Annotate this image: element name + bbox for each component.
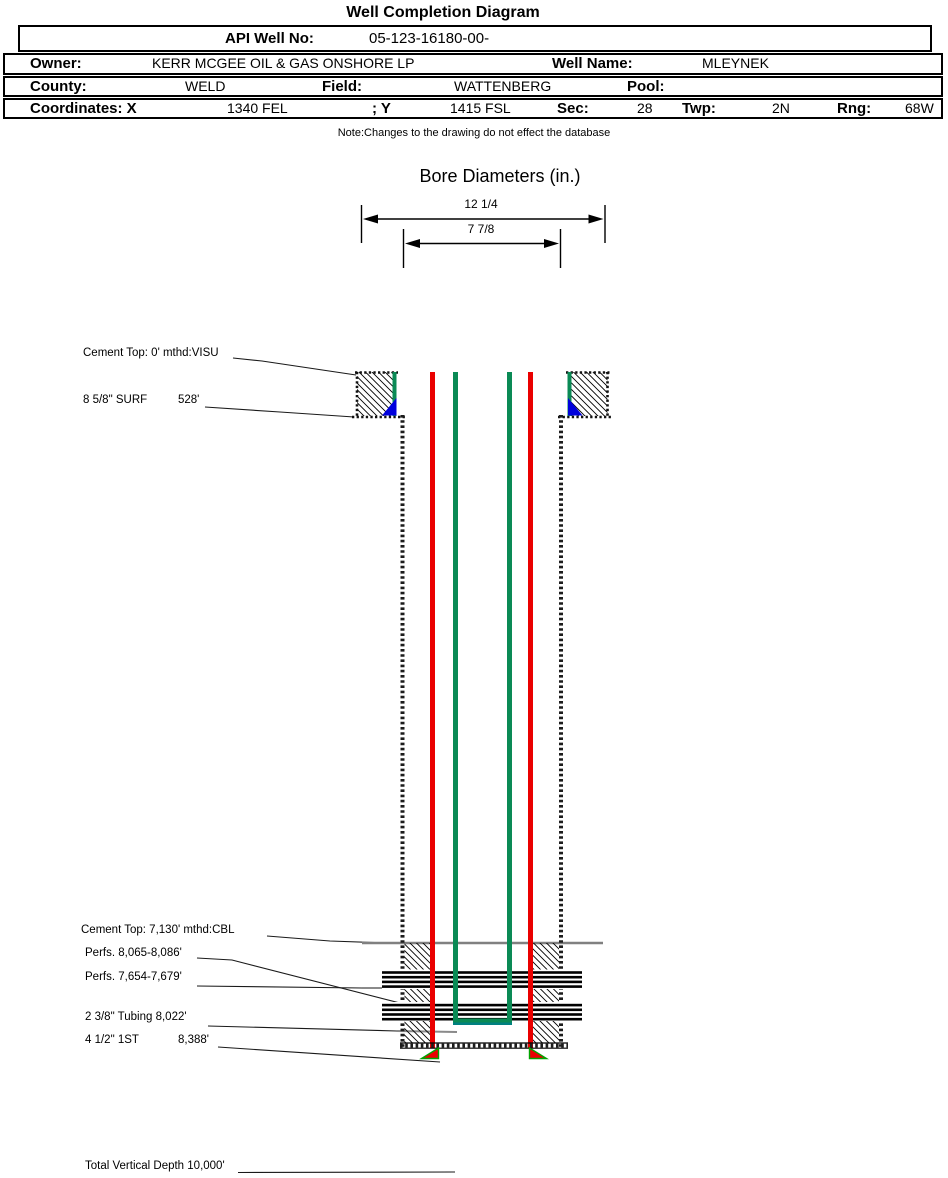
tubing-string <box>453 372 512 1025</box>
cement-top-surface-leader <box>233 358 356 375</box>
production-cement <box>405 943 560 1043</box>
coordinates-label: Coordinates: X <box>30 100 137 117</box>
production-casing-leader <box>218 1047 440 1062</box>
outer-bore-dimension-label: 12 1/4 <box>464 197 498 211</box>
cement-top-production-label: Cement Top: 7,130' mthd:CBL <box>81 924 235 936</box>
tubing-leader <box>208 1026 397 1031</box>
surface-casing-depth: 528' <box>178 394 200 406</box>
inner-dim-arrowhead-right <box>544 239 559 248</box>
well-bottom <box>400 1043 568 1059</box>
owner-value: KERR MCGEE OIL & GAS ONSHORE LP <box>152 55 415 71</box>
tubing-left-line <box>453 372 458 1021</box>
page-title: Well Completion Diagram <box>346 4 540 21</box>
outer-dim-arrowhead-left <box>363 215 378 224</box>
production-casing-depth: 8,388' <box>178 1034 209 1046</box>
outer-dim-arrowhead-right <box>589 215 604 224</box>
production-cement-right <box>533 943 559 1043</box>
inner-dim-arrowhead-left <box>405 239 420 248</box>
well-name-value: MLEYNEK <box>702 55 769 71</box>
leader-lines <box>197 358 482 1173</box>
rng-label: Rng: <box>837 100 872 117</box>
tubing-bottom-bar <box>453 1019 512 1023</box>
sec-value: 28 <box>637 100 653 116</box>
total-depth-label: Total Vertical Depth 10,000' <box>85 1160 225 1172</box>
county-value: WELD <box>185 78 226 94</box>
database-note: Note:Changes to the drawing do not effect the database <box>337 127 611 139</box>
inner-bore-dimension-label: 7 7/8 <box>467 222 495 236</box>
surface-casing-label: 8 5/8" SURF <box>83 394 148 406</box>
perfs-lower-label: Perfs. 8,065-8,086' <box>85 947 182 959</box>
coordinates-y-label: ; Y <box>372 100 391 117</box>
api-well-no-value: 05-123-16180-00- <box>369 30 490 47</box>
production-casing-left-line <box>430 372 435 1048</box>
bore-dimension-lines <box>362 205 606 268</box>
cement-top-surface-label: Cement Top: 0' mthd:VISU <box>83 347 219 359</box>
owner-label: Owner: <box>30 55 82 72</box>
well-name-label: Well Name: <box>552 55 633 72</box>
surface-casing-leader <box>205 407 354 417</box>
surface-casing <box>382 372 583 416</box>
twp-label: Twp: <box>682 100 716 117</box>
coordinates-y-value: 1415 FSL <box>450 100 511 116</box>
production-casing-right-line <box>528 372 533 1048</box>
sec-label: Sec: <box>557 100 589 117</box>
bore-diameters-title: Bore Diameters (in.) <box>419 166 581 186</box>
tubing-right-line <box>507 372 512 1021</box>
field-label: Field: <box>322 78 362 95</box>
county-label: County: <box>30 78 87 95</box>
production-casing-label: 4 1/2" 1ST <box>85 1034 139 1046</box>
pool-label: Pool: <box>627 78 665 95</box>
total-depth-leader <box>238 1172 455 1173</box>
production-casing <box>430 372 533 1048</box>
production-cement-left <box>405 943 431 1043</box>
production-shoe-right <box>530 1048 547 1059</box>
perfs-upper-label: Perfs. 7,654-7,679' <box>85 971 182 983</box>
api-well-no-label: API Well No: <box>225 30 314 47</box>
production-shoe-left <box>422 1048 439 1059</box>
coordinates-x-value: 1340 FEL <box>227 100 288 116</box>
rng-value: 68W <box>905 100 934 116</box>
tubing-bottom-bar-shade <box>453 1023 512 1026</box>
tubing-label: 2 3/8" Tubing 8,022' <box>85 1011 187 1023</box>
field-value: WATTENBERG <box>454 78 552 94</box>
twp-value: 2N <box>772 100 790 116</box>
